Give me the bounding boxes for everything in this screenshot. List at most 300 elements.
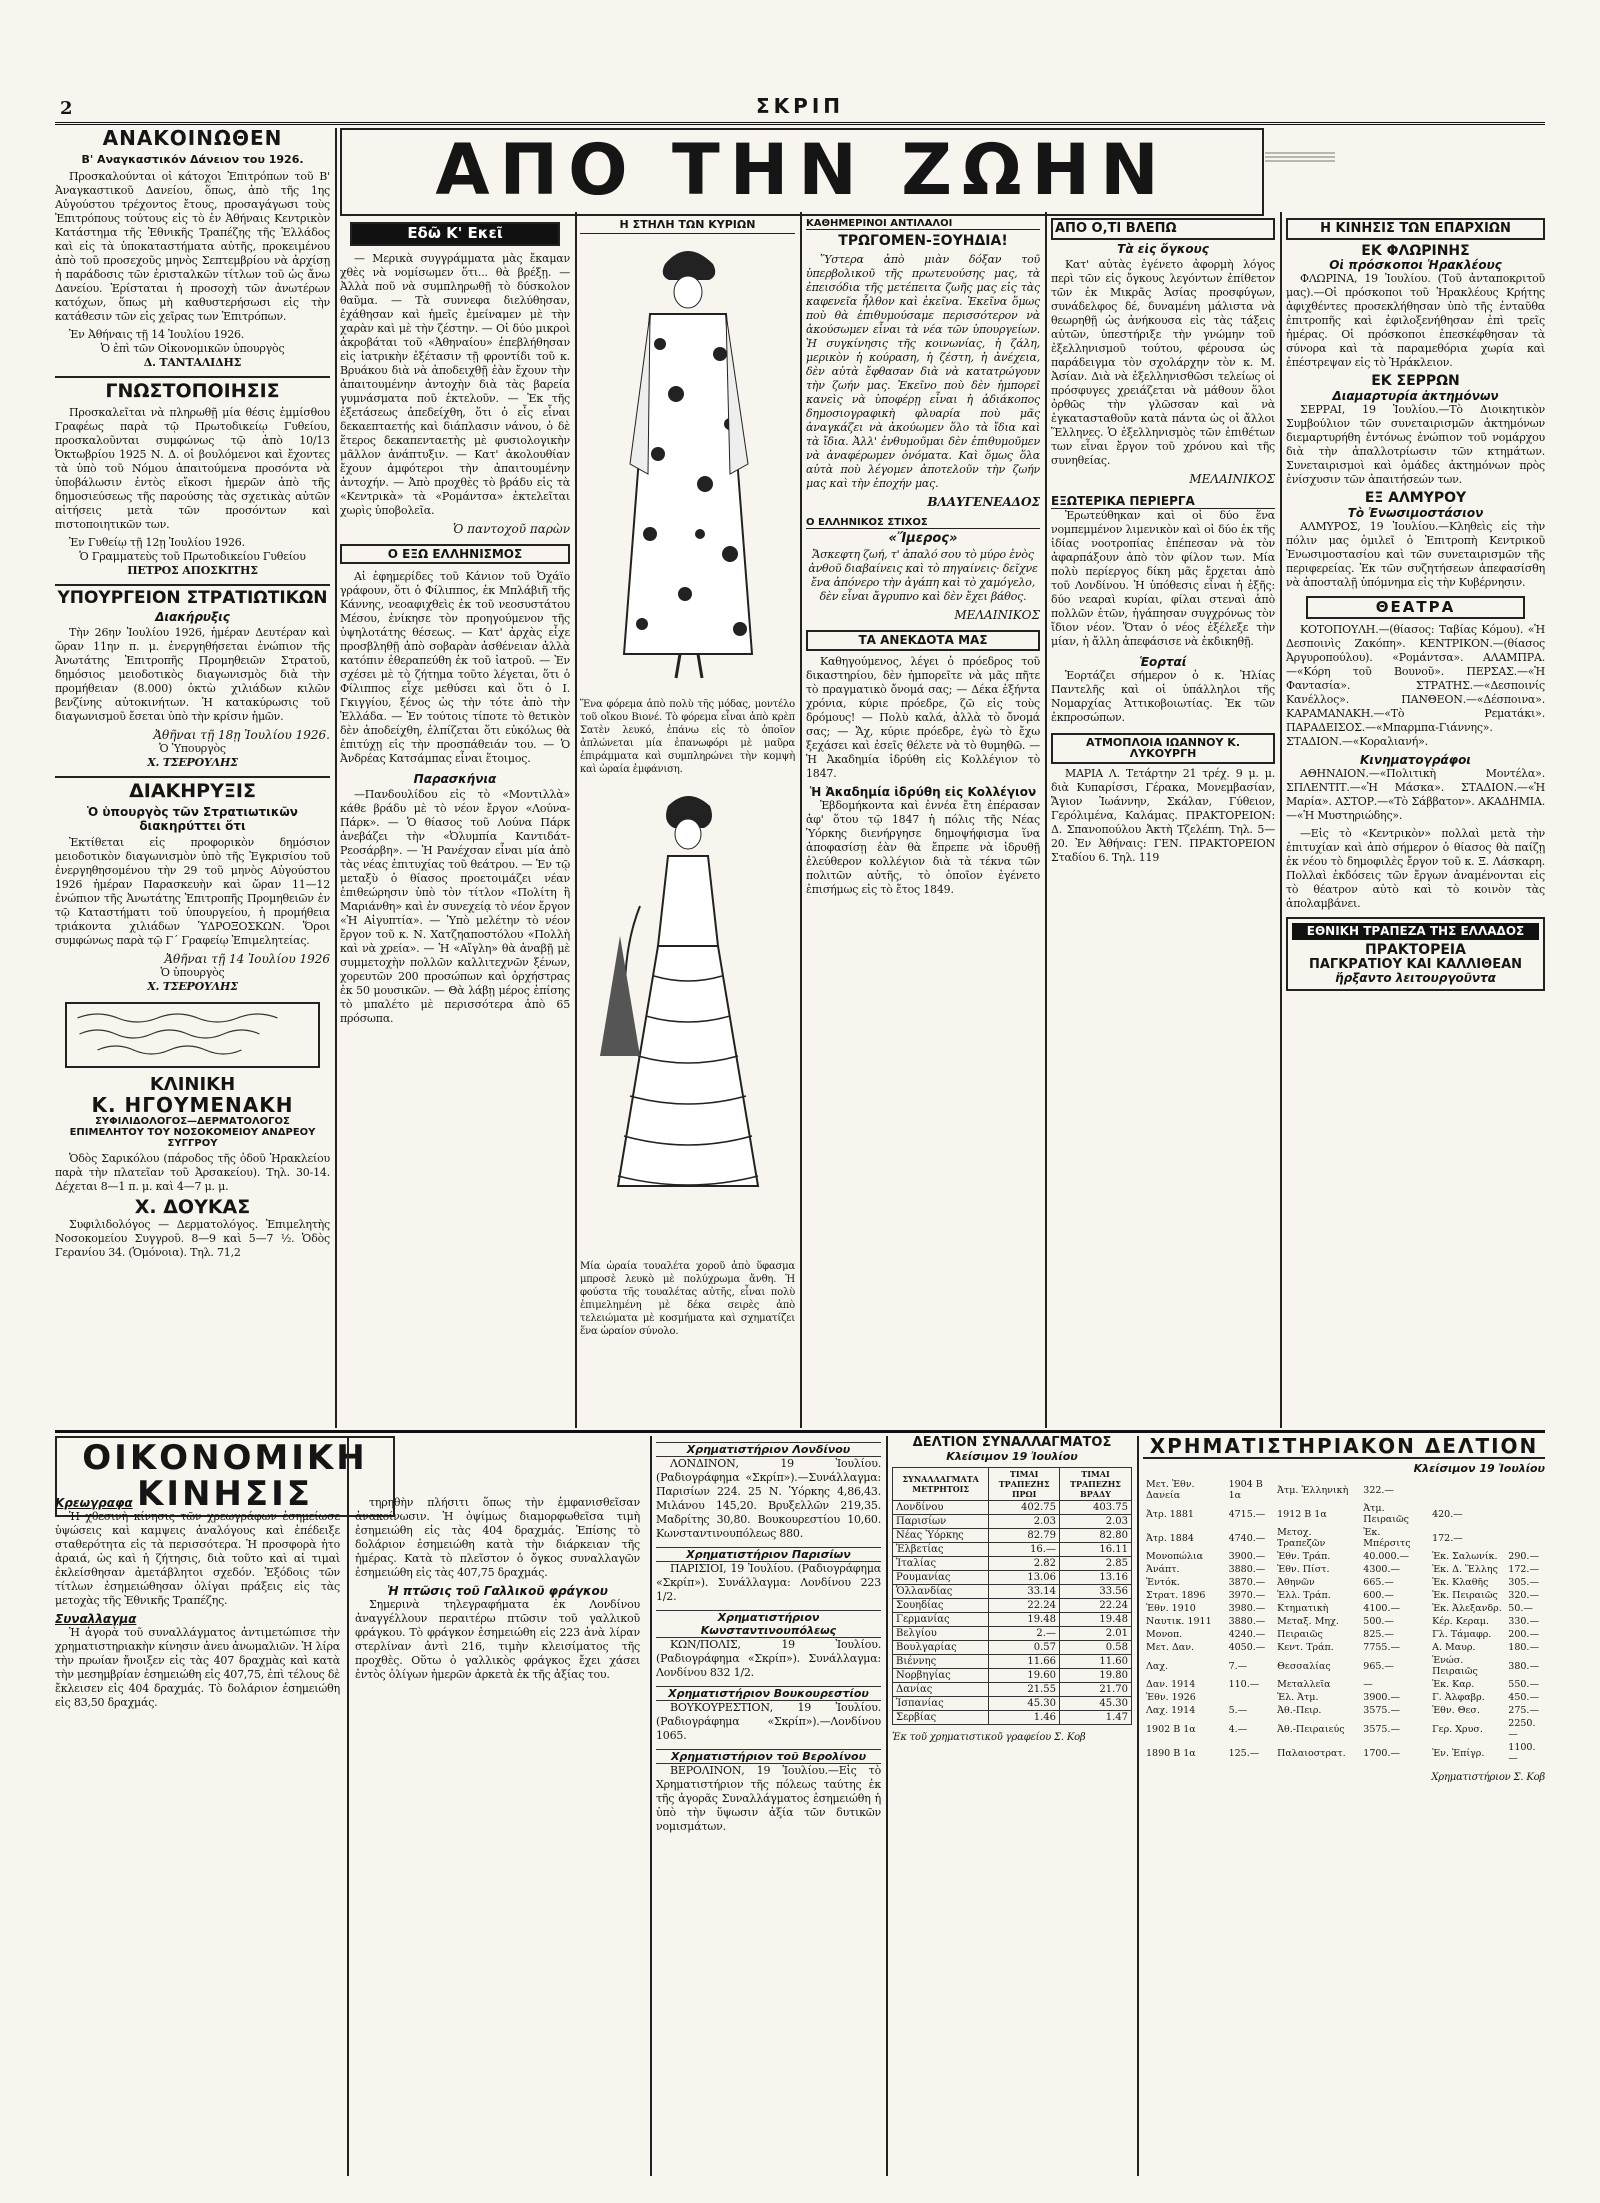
bulletin-cell: 4300.— (1363, 1564, 1400, 1575)
exchange-text: ΠΑΡΙΣΙΟΙ, 19 Ἰουλίου. (Ραδιογράφημα «Σκρίπ»). Συνάλλαγμα: Λονδίνου 223 1/2. (656, 1562, 881, 1603)
bulletin-cell: 180.— (1508, 1642, 1539, 1653)
bulletin-cell: 1700.— (1363, 1747, 1400, 1759)
bulletin-cell: Ἐντόκ. (1146, 1577, 1180, 1588)
notice-title: ΓΝΩΣΤΟΠΟΙΗΣΙΣ (105, 380, 280, 402)
ministry-sig-role: Ὁ Ὑπουργὸς (159, 741, 226, 755)
deltion-cell: 33.56 (1059, 1584, 1131, 1598)
notice-sig-name: ΠΕΤΡΟΣ ΑΠΟΣΚΙΤΗΣ (127, 563, 258, 577)
deltion-row (893, 1556, 1132, 1570)
deltion-cell: Νέας Ὑόρκης (893, 1528, 989, 1542)
deltion-col-header: ΤΙΜΑΙ ΤΡΑΠΕΖΗΣ ΠΡΩΙ (989, 1467, 1060, 1500)
bulletin-cell: 4715.— (1228, 1508, 1266, 1520)
deltion-cell: Ὁλλανδίας (893, 1584, 989, 1598)
deltion-row (893, 1626, 1132, 1640)
bulletin-row (1143, 1654, 1545, 1678)
bulletin-cell: 1890 Β 1α (1146, 1747, 1196, 1759)
vlepo-text: Κατ' αὐτὰς ἐγένετο ἀφορμὴ λόγος περὶ τῶν εἰς ὄγκους λεγόντων ἐπίθετον τῶν ἐκ Μικρᾶς Ἀσίας προσφύγων, συνάδελφος δέ, δυναμένη μάλιστα νὰ θεωρηθῇ ὡς ἀνήκουσα εἰς τὰς τάξεις αὐτῶν, ὑπεστήριξε τὴν γνώμην τοῦ ἐξελληνισμοῦ τούτου, φέρουσα ὡς παράδειγμα τὸν σχολάρχην τὸν κ. Μ. Ἀσίαν. Διὰ νὰ ἐξελληνισθῶσι τελείως οἱ πρόσφυγες χρειάζεται νὰ μάθουν ὅλοι ὀρθῶς τὴν γλῶσσαν καὶ νὰ ἐγκατασταθοῦν κατὰ πάντα ὡς οἱ ἄλλοι Ἕλληνες. Ὁ ἐξελληνισμὸς τῶν ἐπιθέτων των εἶναι ἔργον τοῦ χρόνου καὶ τῆς συνηθείας. (1051, 257, 1275, 467)
bulletin-cell: Ἑλ. Ἀτμ. (1277, 1692, 1319, 1703)
economy-section (55, 1436, 645, 2176)
deltion-row (893, 1514, 1132, 1528)
bulletin-cell (1226, 1691, 1275, 1704)
notice-text: Προσκαλεῖται νὰ πληρωθῇ μία θέσις ἐμμίσθου Γραφέως παρὰ τῷ Πρωτοδικείῳ Γυθείου, προσκαλοῦνται συμφώνως τῷ ἀπὸ 10/13 Ὀκτωβρίου 1925 Ν. Δ. οἱ βουλόμενοι καὶ ἔχοντες τὰ ὑπὸ τοῦ Νόμου ἀπαιτούμενα προσόντα νὰ ὑποβάλωσιν ἐντὸς εἴκοσι ἡμερῶν ἀπὸ τῆς δημοσιεύσεως τῆς παρούσης τὰς σχετικὰς αὐτῶν αἰτήσεις μετὰ τῶν προσόντων καὶ πιστοποιητικῶν των. (55, 405, 330, 531)
exchange-head: Χρηματιστήριον Λονδίνου (656, 1442, 881, 1457)
deltion-cell: 402.75 (989, 1500, 1060, 1514)
deltion-row (893, 1500, 1132, 1514)
bulletin-cell: 172.— (1508, 1564, 1539, 1575)
doukas-text: Συφιλιδολόγος — Δερματολόγος. Ἐπιμελητὴς Νοσοκομείου Συγγροῦ. 8—9 καὶ 5—7 ½. Ὁδὸς Γερανίου 34. (Ὁμόνοια). Τηλ. 71,2 (55, 1217, 330, 1259)
page-number: 2 (60, 98, 73, 119)
column-rule (1045, 212, 1047, 1428)
exchange-section (656, 1436, 881, 2176)
bank-ad-line2: ΠΑΓΚΡΑΤΙΟΥ ΚΑΙ ΚΑΛΛΙΘΕΑΝ (1308, 956, 1523, 972)
deltion-cell: 13.16 (1059, 1570, 1131, 1584)
ministry-title: ΥΠΟΥΡΓΕΙΟΝ ΣΤΡΑΤΙΩΤΙΚΩΝ (57, 587, 328, 608)
deltion-cell: Βιέννης (893, 1654, 989, 1668)
bulletin-cell: 50.— (1508, 1603, 1533, 1614)
bulletin-footnote: Χρηματιστήριον Σ. Κοβ (1431, 1772, 1545, 1783)
deltion-cell: 16.— (989, 1542, 1060, 1556)
notice-sig-role: Ὁ Γραμματεὺς τοῦ Πρωτοδικείου Γυθείου (79, 549, 306, 563)
bulletin-cell: Ἀτμ. Ἑλληνικὴ (1277, 1484, 1349, 1496)
deltion-cell: 22.24 (1059, 1598, 1131, 1612)
bulletin-cell: Μεταλλεῖα (1277, 1679, 1331, 1690)
bulletin-cell: Ἐθν. Θεσ. (1432, 1705, 1480, 1716)
bulletin-cell: 1904 Β 1α (1228, 1479, 1263, 1501)
eortai-text: Ἑορτάζει σήμερον ὁ κ. Ἠλίας Παντελῆς καὶ οἱ ὑπάλληλοι τῆς Νομαρχίας Ἀττικοβοιωτίας. Ἐκ τῶν ἐκπροσώπων. (1051, 668, 1275, 724)
declaration-text: Ἐκτίθεται εἰς προφορικὸν δημόσιον μειοδοτικὸν διαγωνισμὸν ὑπὸ τῆς Ἐγκρισίου τοῦ ἐνεργηθησομένου τὴν 29 τοῦ μηνὸς Αὐγούστου 1926 ἡμέραν Παρασκευὴν καὶ ὥραν 11—12 ἐνώπιον τῆς Ἀνωτάτης Ἐπιτροπῆς Προμηθειῶν ἐν τῷ Καταστήματι τοῦ ὑπουργείου, ἡ προμήθεια τριάκοντα χιλιάδων ὙΔΡΟΞΟΣΚΩΝ. Ὅροι συμφώνως παρὰ τῷ Γ΄ Γραφείῳ Ἐπιμελητείας. (55, 835, 330, 947)
bulletin-cell: 825.— (1363, 1629, 1394, 1640)
clinic-specialty: ΣΥΦΙΛΙΔΟΛΟΓΟΣ—ΔΕΡΜΑΤΟΛΟΓΟΣ (95, 1115, 290, 1127)
bulletin-cell: Θεσσαλίας (1277, 1660, 1331, 1672)
bulletin-cell: Λαχ. (1146, 1660, 1169, 1672)
perierga-text: Ἐρωτεύθηκαν καὶ οἱ δύο ἕνα νομπεμμένον λιμενικὸν καὶ οἱ δύο ἐκ τῆς ἰδίας νοοτροπίας ἐπέπεσαν νὰ τὸν ἀφαρπάξουν ἀπὸ τὸν φίλον των. Μία πολὺ περίεργος δίκη μᾶς ἔρχεται ἀπὸ τοῦ Λονδίνου. Ἡ ὑπόθεσις εἶναι ἡ ἑξῆς: δύο νεαραὶ κυρίαι, φίλαι στεναὶ ἀπὸ πολλῶν ἐτῶν, ἠγάπησαν συγχρόνως τὸν ἴδιον νέον. Ὅταν ὁ νέος ἐξέλεξε τὴν μίαν, ἡ ἄλλη ἀπεφάσισε νὰ ἐκδικηθῇ. (1051, 508, 1275, 648)
ministry-subtitle: Διακήρυξις (155, 609, 230, 624)
trogomen-title: ΤΡΩΓΟΜΕΝ-ΞΟΥΗΔΙΑ! (838, 233, 1008, 249)
bulletin-cell: 7755.— (1363, 1642, 1400, 1653)
declaration-sig-place: Ἀθῆναι τῇ 14 Ἰουλίου 1926 (164, 951, 330, 966)
bulletin-cell: Λαχ. 1914 (1146, 1705, 1196, 1716)
steamship-ad-title: ΑΤΜΟΠΛΟΙΑ ΙΩΑΝΝΟΥ Κ. ΛΥΚΟΥΡΓΗ (1051, 733, 1275, 764)
bulletin-row (1143, 1704, 1545, 1717)
deltion-cell: Σερβίας (893, 1710, 989, 1724)
bulletin-cell: Ἐνώσ. Πειραιῶς (1432, 1655, 1478, 1677)
economy-left (55, 1496, 340, 1714)
deltion-cell: 21.55 (989, 1682, 1060, 1696)
deltion-cell: 2.85 (1059, 1556, 1131, 1570)
bulletin-subtitle: Κλείσιμον 19 Ἰουλίου (1413, 1462, 1545, 1475)
announcement-text: Προσκαλούνται οἱ κάτοχοι Ἐπιτρόπων τοῦ Β' Ἀναγκαστικοῦ Δανείου, ὅπως, ἀπὸ τῆς 1ης Αὐγούστου τρέχοντος ἔτους, προσαγάγωσι τοὺς Ἐπιτρόπους τούτους εἰς τὸ ἐν Ἀθήναις Κεντρικὸν Κατάστημα τῆς Ἐθνικῆς Τραπέζης τῆς Ἑλλάδος καὶ εἰς τὰ ὑποκαταστήματα αὐτῆς, προκειμένου ἀπὸ τοῦ προσεχοῦς μηνὸς Σεπτεμβρίου νὰ ἀρχίσῃ ἡ παράδοσις τῶν ἐρισταλκῶν τίτλων τοῦ ὡς ἄνω Δανείου. Ἐρίσταται ἡ προσοχὴ τῶν ἀνωτέρων κατόχων, ὅπως μὴ καθυστερήσωσι εἰς τὴν κατάθεσιν τῶν εἰς χεῖρας των Ἐπιτρόπων. (55, 170, 330, 323)
exchange-head: Χρηματιστήριον Βουκουρεστίου (656, 1686, 881, 1701)
deltion-cell: Γερμανίας (893, 1612, 989, 1626)
deltion-cell: 2.— (989, 1626, 1060, 1640)
deltion-row (893, 1612, 1132, 1626)
anekdota-title: ΤΑ ΑΝΕΚΔΟΤΑ ΜΑΣ (806, 630, 1040, 651)
bulletin-cell: Ναυτικ. 1911 (1146, 1616, 1212, 1627)
exchange-text: ΒΟΥΚΟΥΡΕΣΤΙΟΝ, 19 Ἰουλίου. (Ραδιογράφημα «Σκρίπ»).—Λονδίνου 1065. (656, 1701, 881, 1742)
deltion-cell: 0.57 (989, 1640, 1060, 1654)
deltion-row (893, 1710, 1132, 1724)
bulletin-cell: 550.— (1508, 1679, 1539, 1690)
steamship-ad-text: ΜΑΡΙΑ Λ. Τετάρτην 21 τρέχ. 9 μ. μ. διὰ Κυπαρίσσι, Γέρακα, Μονεμβασίαν, Ἄγιον Ἰωάννην, Σκάλαν, Γύθειον, Γερόλιμένα, Καλάμας. ΠΡΑΚΤΟΡΕΙΟΝ: Δ. Σπανοπούλου Ἀκτὴ Τζελέπη. Τηλ. 5—20. Ἐν Ἀθήναις: ΓΕΝ. ΠΡΑΚΤΟΡΕΙΟΝ Σταδίου 6. Τηλ. 119 (1051, 766, 1275, 864)
bulletin-cell: 200.— (1508, 1629, 1539, 1640)
column-rule (800, 212, 802, 1428)
economy-sub3: Ἡ πτῶσις τοῦ Γαλλικοῦ φράγκου (387, 1584, 608, 1598)
eis-title: Εδῶ Κ' Εκεῖ (350, 222, 560, 246)
bulletin-row (1143, 1678, 1545, 1691)
bulletin-cell: 125.— (1228, 1747, 1260, 1759)
deltion-cell: Δανίας (893, 1682, 989, 1696)
deltion-cell: Ἰσπανίας (893, 1696, 989, 1710)
clinic-title: ΚΛΙΝΙΚΗ (149, 1073, 236, 1095)
bulletin-cell: 3900.— (1363, 1692, 1400, 1703)
main-banner-box (340, 128, 1264, 216)
exo-text: Αἱ ἐφημερίδες τοῦ Κάνιον τοῦ Ὀχάϊο γράφουν, ὅτι ὁ Φίλιππος, ἐκ Μπλάβιῆ τῆς Κάννης, νεοαφιχθεὶς ἐκ τοῦ νεοσυστάτου Μέσου, ἐνίκησε τὸν προηγούμενον τῆς ὑψηλοτάτης θέσεως. — Κατ' ἀρχὰς εἶχε προσβληθῇ ἀπὸ σοβαρὰν ἀσθένειαν ἀλλὰ κατόπιν ἐθεραπεύθη ἐκ τοῦ ἰατροῦ. — Ἐν σχέσει μὲ τὸ ζήτημα τοῦτο λέγεται, ὅτι ὁ Φίλιππος εἶχε μεθύσει καὶ ὅτι ὁ Ι. Γκιγγίου, ξένος ὡς τὴν τότε ἀπὸ τὴν Ἑλλάδα. — Ἐν τούτοις τίποτε τὸ θετικὸν δὲν ἀποδείχθη, ἐλπίζεται ὅτι εὐκόλως θὰ ἐπιτύχῃ εἰς τὴν προσπάθειάν του. — Ὁ Ἀνδρέας Κατσάμπας εἶναι ἕτοιμος. (340, 570, 570, 766)
bulletin-cell: 450.— (1508, 1692, 1539, 1703)
fashion-illustration-dress (580, 786, 795, 1246)
bulletin-cell: Ἀνάπτ. (1146, 1564, 1180, 1575)
bulletin-cell: 40.000.— (1363, 1551, 1410, 1562)
deltion-row (893, 1570, 1132, 1584)
bulletin-row (1143, 1576, 1545, 1589)
bulletin-cell: 4240.— (1228, 1629, 1266, 1640)
bulletin-cell: 320.— (1508, 1590, 1539, 1601)
deltion-footnote: Ἐκ τοῦ χρηματιστικοῦ γραφείου Σ. Κοβ (892, 1731, 1086, 1743)
exchange-head: Χρηματιστήριον Κωνσταντινουπόλεως (656, 1610, 881, 1638)
exchange-text: ΒΕΡΟΛΙΝΟΝ, 19 Ἰουλίου.—Εἰς τὸ Χρηματιστήριον τῆς πόλεως ταύτης ἐκ τῆς ἀγορᾶς Συναλλάγματος ἐσημειώθη ἡ ὑπὸ τὴν ὕψωσιν ἀξία τῶν δυτικῶν νομισμάτων. (656, 1764, 881, 1833)
deltion-cell: 2.82 (989, 1556, 1060, 1570)
exo-title: Ο ΕΞΩ ΕΛΛΗΝΙΣΜΟΣ (340, 544, 570, 565)
declaration-title: ΔΙΑΚΗΡΥΞΙΣ (129, 779, 256, 802)
deltion-cell: 403.75 (1059, 1500, 1131, 1514)
column-rule (1280, 212, 1282, 1428)
declaration-sig-name: Χ. ΤΣΕΡΟΥΛΗΣ (147, 979, 238, 993)
akademia-text: Ἐβδομήκοντα καὶ ἐννέα ἔτη ἐπέρασαν ἀφ' ὅτου τῷ 1847 ἡ πόλις τῆς Νέας Ὑόρκης διενήργησε δημοψήφισμα ἵνα ἀποφασίσῃ ἐὰν θὰ ἔπρεπε νὰ ἱδρυθῇ ἐλεύθερον κολλέγιον διὰ τὰ τέκνα τῶν πολιτῶν αὐτῆς, τὸ ὁποῖον ἐγένετο ἐπισήμως εἰς τὸ ἔτος 1849. (806, 798, 1040, 896)
bulletin-cell: Ἐκ. Μπέρσιτς (1363, 1527, 1411, 1549)
deltion-cell: 22.24 (989, 1598, 1060, 1612)
paraskinia-title: Παρασκήνια (413, 772, 497, 787)
deltion-row (893, 1528, 1132, 1542)
announcement-title: ΑΝΑΚΟΙΝΩΘΕΝ (102, 128, 283, 150)
deltion-row (893, 1598, 1132, 1612)
bulletin-cell: Ἐκ. Ἀλεξανδρ. (1432, 1603, 1502, 1614)
bulletin-cell: Πειραιῶς (1277, 1629, 1323, 1640)
economy-sub1: Κρεωγραφα (55, 1496, 133, 1510)
bulletin-cell: Ἀθ.-Πειραιεύς (1277, 1723, 1345, 1735)
bulletin-cell: 600.— (1363, 1590, 1394, 1601)
masthead-rule (55, 122, 1545, 125)
deltion-row (893, 1542, 1132, 1556)
masthead-title: ΣΚΡΙΠ (756, 94, 844, 118)
bulletin-cell: 2250.— (1508, 1718, 1536, 1740)
bulletin-row (1143, 1550, 1545, 1563)
deltion-cell: 45.30 (1059, 1696, 1131, 1710)
bulletin-cell: 380.— (1508, 1660, 1539, 1672)
clinic-hospital: ΕΠΙΜΕΛΗΤΟΥ ΤΟΥ ΝΟΣΟΚΟΜΕΙΟΥ ΑΝΔΡΕΟΥ ΣΥΓΓΡΟΥ (69, 1126, 316, 1149)
bulletin-cell: Ἐκ. Δ. Ἕλλης (1432, 1564, 1498, 1575)
perierga-title: ΕΞΩΤΕΡΙΚΑ ΠΕΡΙΕΡΓΑ (1051, 494, 1275, 509)
deltion-row (893, 1654, 1132, 1668)
deltion-col-header: ΤΙΜΑΙ ΤΡΑΠΕΖΗΣ ΒΡΑΔΥ (1059, 1467, 1131, 1500)
deltion-cell: 2.03 (989, 1514, 1060, 1528)
deltion-cell: 82.80 (1059, 1528, 1131, 1542)
deltion-cell: 2.01 (1059, 1626, 1131, 1640)
bulletin-cell: 330.— (1508, 1616, 1539, 1627)
column-vlepo (1051, 218, 1275, 1428)
bulletin-cell: 110.— (1228, 1679, 1260, 1690)
column-rule (335, 128, 337, 1428)
bulletin-section (1143, 1436, 1545, 2176)
anekdota-text: Καθηγούμενος, λέγει ὁ πρόεδρος τοῦ δικαστηρίου, δὲν ἠμπορεῖτε νὰ μᾶς πῆτε τὸ πραγματικὸ ὄνομά σας; — Δέκα ἑξήντα χρόνια, κύριε πρόεδρε, ζῶ εἰς τοὺς δρόμους! — Πολὺ καλά, ἀλλὰ τὸ ὄνομά σας; — Ἄχ, κύριε πρόεδρε, ἐγὼ τὸ ἔχω ξεχάσει καὶ ἐσεῖς θέλετε νὰ τὸ θυμηθῶ. — Ἡ Ἀκαδημία ἱδρύθη εἰς Κολλέγιον τὸ 1847. (806, 654, 1040, 780)
deltion-cell: 1.47 (1059, 1710, 1131, 1724)
deltion-cell: Ἰταλίας (893, 1556, 989, 1570)
bulletin-cell: 420.— (1432, 1508, 1463, 1520)
announcement-sig-place: Ἐν Ἀθήναις τῇ 14 Ἰουλίου 1926. (69, 328, 245, 341)
almyros-head: Τὸ Ἐνωσιμοστάσιον (1347, 505, 1484, 520)
deltion-cell: Βουλγαρίας (893, 1640, 989, 1654)
bulletin-row (1143, 1717, 1545, 1741)
section-rule (55, 1430, 1545, 1433)
deltion-cell: Λονδίνου (893, 1500, 989, 1514)
bulletin-cell: Γλ. Τάμαφρ. (1432, 1629, 1492, 1640)
theatre-note: —Εἰς τὸ «Κεντρικὸν» πολλαὶ μετὰ τὴν ἐπιτυχίαν καὶ ἀπὸ σήμερον ὁ θίασος θὰ παίζῃ ἐκ νέου τὸ δημοφιλὲς ἔργον τοῦ κ. Ξ. Λάσκαρη. Πολλαὶ ἐκδόσεις τῶν ἔργων ἀναμένονται εἰς τὸ θέατρον αὐτὸ καὶ τὸ κοινὸν τὰς ἀπολαμβάνει. (1286, 827, 1545, 911)
bulletin-cell: 3880.— (1228, 1564, 1266, 1575)
bulletin-cell: Ἀθ.-Πειρ. (1277, 1705, 1322, 1716)
bulletin-row (1143, 1502, 1545, 1526)
clinic-address: Ὁδὸς Σαρικόλου (πάροδος τῆς ὁδοῦ Ἡρακλείου παρὰ τὴν πλατεῖαν τοῦ Ἀρσακείου). Τηλ. 30-14. Δέχεται 8—1 π. μ. καὶ 4—7 μ. μ. (55, 1151, 330, 1193)
bulletin-cell: Ἐκ. Πειραιῶς (1432, 1590, 1498, 1601)
deltion-cell: 16.11 (1059, 1542, 1131, 1556)
economy-title: ΟΙΚΟΝΟΜΙΚΗ ΚΙΝΗΣΙΣ (55, 1436, 395, 1517)
bulletin-cell: Ἐν. Ἐπίγρ. (1432, 1747, 1485, 1759)
clinic-name: Κ. ΗΓΟΥΜΕΝΑΚΗ (91, 1092, 294, 1117)
column-fashion (580, 218, 795, 1428)
deltion-cell: 2.03 (1059, 1514, 1131, 1528)
bulletin-row (1143, 1641, 1545, 1654)
bulletin-cell: Ἑλλ. Τράπ. (1277, 1590, 1331, 1601)
economy-right (355, 1496, 640, 1686)
announcement-subtitle: Β' Αναγκαστικόν Δάνειον του 1926. (81, 153, 304, 166)
bulletin-cell: Στρατ. 1896 (1146, 1590, 1206, 1601)
bulletin-row (1143, 1628, 1545, 1641)
bulletin-cell: Ἀτμ. Πειραιῶς (1363, 1503, 1410, 1525)
deltion-table (892, 1467, 1132, 1725)
bulletin-cell: Μετ. Δαν. (1146, 1642, 1195, 1653)
economy-text2: Ἡ ἀγορὰ τοῦ συναλλάγματος ἀντιμετώπισε τὴν χρηματιστηριακὴν κίνησιν ἀνευ ἀνωμαλιῶν. Ἡ λίρα τὴν πρωίαν ἤνοιξεν εἰς τὰς 407 δραχμὰς καὶ κατὰ τὴν μεσημβρίαν ἐσημειώθη εἰς 407,75, ἐπὶ τέλους δὲ ἔκλεισεν εἰς 404 δραχμάς. Τὸ δολάριον ἐσημειώθη εἰς 83,50 δραχμάς. (55, 1626, 340, 1709)
bulletin-cell: Α. Μαυρ. (1432, 1642, 1476, 1653)
economy-sub2: Συναλλαγμα (55, 1612, 137, 1626)
eis-text: — Μερικὰ συγγράμματα μὰς ἔκαμαν χθὲς νὰ νομίσωμεν ὅτι... θὰ βρέξῃ. — Ἀλλὰ ποῦ νὰ συμπληρωθῇ τὸ δύσκολον θαῦμα. — Τὰ συννεφα διελύθησαν, ἐχάθησαν καὶ ἡμεῖς ἐμείναμεν μὲ τὴν χαρὰν καὶ μὲ τὴν ζέστην. — Οἱ δύο μικροὶ ἀκροβάται τοῦ «Ἀθηναίου» ἐπεβλήθησαν εἰς ἰατρικὴν ἐξέτασιν τῇ φροντίδι τοῦ κ. Βρυάκου διὰ νὰ ἀποδειχθῇ ἐὰν ἔχουν τὴν ἀπαιτουμένην ἀντοχὴν διὰ τὰς βαρεία γυμνάσματα ποῦ ἐκτελοῦν. — Ἐκ τῆς ἐξετάσεως ἀπεδείχθη, ὅτι ὁ εἷς εἶναι δεκαεπταετής καὶ διάπλασιν νάνου, ὁ δὲ ἕτερος δεκαπενταετὴς μὲ φυσιολογικὴν μᾶλλον ἀνάπτυξιν. — Κατ' ἀκολουθίαν ἔχουν ἀμφότεροι τὴν ἀπαιτουμένην ἀντοχήν. — Ἀπὸ προχθὲς τὸ βράδυ εἰς τὰ «Κεντρικὰ» τὰ «Ρομάντσα» ἐκτελεῖται χωρὶς ὑποβολεῖα. (340, 251, 570, 517)
bulletin-cell: 290.— (1508, 1551, 1539, 1562)
deltion-row (893, 1584, 1132, 1598)
poem-title: «Ἴμερος» (888, 530, 958, 546)
bulletin-row (1143, 1691, 1545, 1704)
bulletin-cell: 1100.— (1508, 1742, 1536, 1764)
bulletin-row (1143, 1563, 1545, 1576)
declaration-lead: Ὁ ὑπουργὸς τῶν Στρατιωτικῶν διακηρύττει ὅτι (87, 804, 298, 833)
bulletin-row (1143, 1478, 1545, 1502)
akademia-title: Ἡ Ἀκαδημία ἱδρύθη εἰς Κολλέγιον (809, 784, 1037, 799)
column-eis-kekei (340, 218, 570, 1428)
banner-ornament (1265, 150, 1335, 162)
bulletin-cell: Ἐθν. Πίστ. (1277, 1564, 1330, 1575)
bulletin-cell: Μονοπ. (1146, 1629, 1183, 1640)
deltion-cell: Νορβηγίας (893, 1668, 989, 1682)
deltion-cell: Ἑλβετίας (893, 1542, 989, 1556)
bulletin-row (1143, 1589, 1545, 1602)
ministry-text: Τὴν 26ην Ἰουλίου 1926, ἡμέραν Δευτέραν καὶ ὥραν 11ην π. μ. ἐνεργηθήσεται ἐνώπιον τῆς Ἀνωτάτης Ἐπιτροπῆς Προμηθειῶν Στρατοῦ, δημόσιος μειοδοτικὸς διαγωνισμὸς διὰ τὴν προμήθειαν (8.000) ὀκτὼ χιλιάδων κιλῶν βενζίνης αὐτοκινήτων. Ἡ κατακύρωσις τοῦ διαγωνισμοῦ ἔσεται ὑπὸ τὴν κρίσιν ἡμῶν. (55, 625, 330, 723)
eortai-title: Ἑορταί (1139, 654, 1187, 669)
bulletin-row (1143, 1526, 1545, 1550)
deltion-section (892, 1436, 1132, 2176)
deltion-cell: 11.66 (989, 1654, 1060, 1668)
bank-ad-line1: ΠΡΑΚΤΟΡΕΙΑ (1365, 942, 1466, 959)
exchange-text: ΛΟΝΔΙΝΟΝ, 19 Ἰουλίου. (Ραδιογράφημα «Σκρίπ»).—Συνάλλαγμα: Παρισίων 224. 25 Ν. Ὑόρκης 4,86,43. Μιλάνου 145,20. Βρυξελλῶν 219,35. Μαδρίτης 30,80. Βουκουρεστίου 10,60. Κωνσταντινουπόλεως 880. (656, 1457, 881, 1540)
deltion-subtitle: Κλείσιμον 19 Ἰουλίου (946, 1449, 1078, 1463)
deltion-row (893, 1682, 1132, 1696)
bulletin-cell: 4.— (1228, 1723, 1248, 1735)
bulletin-cell: Ἀτρ. 1884 (1146, 1532, 1194, 1544)
economy-text3: τηρηθὴν πλήσιτι ὅπως τὴν ἐμφανισθεῖσαν ἀνακοίνωσιν. Ἡ ὀψίμως διαμορφωθεῖσα τιμὴ ἐσημειώθη εἰς τὰς 404 δραχμάς. Ἐπίσης τὸ δολάριον ἐσημειώθη κατὰ τὴν διάρκειαν τῆς ἡμέρας. Κατὰ τὸ πλεῖστον ὁ ὄγκος συναλλαγῶν ἐσημειώθη εἰς τὰς 407,75 δραχμάς. (355, 1496, 640, 1579)
announcement-sig-name: Δ. ΤΑΝΤΑΛΙΔΗΣ (143, 356, 242, 369)
bulletin-cell: 275.— (1508, 1705, 1539, 1716)
bank-ad (1286, 917, 1545, 991)
bulletin-cell: Ἐκ. Καρ. (1432, 1679, 1475, 1690)
bulletin-cell: 7.— (1228, 1660, 1248, 1672)
bulletin-cell: 965.— (1363, 1660, 1394, 1672)
caption-dress: Μία ὡραία τουαλέτα χοροῦ ἀπὸ ὕφασμα μπροσὲ λευκὸ μὲ πολύχρωμα ἄνθη. Ἡ φούστα τῆς τουαλέτας αὐτῆς, εἶναι πολὺ ἐπιμελημένη μὲ δέκα σειρὲς ἀπὸ τελειώματα μὲ κοσμήματα καὶ σχηματίζει ἕνα ὡραίον σύνολο. (580, 1261, 795, 1337)
bulletin-cell: Παλαιοστρατ. (1277, 1747, 1346, 1759)
bulletin-cell: 665.— (1363, 1577, 1394, 1588)
deltion-cell: 0.58 (1059, 1640, 1131, 1654)
deltion-col-header: ΣΥΝΑΛΛΑΓΜΑΤΑ ΜΕΤΡΗΤΟΙΣ (893, 1467, 989, 1500)
stichos-title: Ο ΕΛΛΗΝΙΚΟΣ ΣΤΙΧΟΣ (806, 517, 1040, 529)
bank-ad-title: ΕΘΝΙΚΗ ΤΡΑΠΕΖΑ ΤΗΣ ΕΛΛΑΔΟΣ (1292, 923, 1539, 940)
bulletin-row (1143, 1602, 1545, 1615)
bulletin-cell: — (1363, 1679, 1373, 1690)
stili-title: Η ΣΤΗΛΗ ΤΩΝ ΚΥΡΙΩΝ (580, 218, 795, 234)
notice-sig-place: Ἐν Γυθείῳ τῇ 12ῃ Ἰουλίου 1926. (69, 535, 245, 549)
almyros-title: ΕΞ ΑΛΜΥΡΟΥ (1364, 490, 1467, 507)
bulletin-cell: 305.— (1508, 1577, 1539, 1588)
bulletin-cell: Ἐθν. 1926 (1146, 1692, 1196, 1703)
kinimato-text: ΑΘΗΝΑΙΟΝ.—«Πολιτικὴ Μοντέλα». ΣΠΛΕΝΤΙΤ.—«Ἡ Μάσκα». ΣΤΑΔΙΟΝ.—«Ἡ Μαρία». ΑΣΤΟΡ.—«Τὸ Σάββατον». ΑΚΑΔΗΜΙΑ.—«Ἡ Μυστηριώδης». (1286, 767, 1545, 823)
bulletin-row (1143, 1615, 1545, 1628)
deltion-row (893, 1696, 1132, 1710)
fashion-illustration-coat (580, 234, 795, 684)
bulletin-cell: 4740.— (1228, 1532, 1266, 1544)
deltion-title: ΔΕΛΤΙΟΝ ΣΥΝΑΛΛΑΓΜΑΤΟΣ (912, 1436, 1112, 1450)
left-column (55, 128, 330, 1428)
bulletin-cell: 3575.— (1363, 1723, 1400, 1735)
ministry-sig-place: Ἀθῆναι τῇ 18ῃ Ἰουλίου 1926. (153, 727, 330, 742)
handwritten-note (65, 1002, 320, 1068)
ministry-sig-name: Χ. ΤΣΕΡΟΥΛΗΣ (147, 755, 238, 769)
bulletin-cell: Ἐθν. 1910 (1146, 1603, 1196, 1614)
deltion-row (893, 1640, 1132, 1654)
florina-head: Οἱ πρόσκοποι Ἡρακλέους (1329, 258, 1502, 273)
bulletin-cell: 3980.— (1228, 1603, 1266, 1614)
trogomen-signature: ΒΛΑΥΓΕΝΕΑΔΟΣ (927, 494, 1040, 509)
bulletin-cell: 3900.— (1228, 1551, 1266, 1562)
exchange-text: ΚΩΝ/ΠΟΛΙΣ, 19 Ἰουλίου. (Ραδιογράφημα «Σκρίπ»). Συνάλλαγμα: Λονδίνου 832 1/2. (656, 1638, 881, 1679)
main-banner: ΑΠΟ ΤΗΝ ΖΩΗΝ (435, 129, 1169, 211)
bulletin-cell: 500.— (1363, 1616, 1394, 1627)
vlepo-title: ΑΠΟ Ο,ΤΙ ΒΛΕΠΩ (1051, 218, 1275, 240)
column-provinces (1286, 218, 1545, 1428)
bulletin-cell: 1912 Β 1α (1277, 1508, 1327, 1520)
bulletin-cell: Ἀτρ. 1881 (1146, 1508, 1194, 1520)
deltion-cell: 33.14 (989, 1584, 1060, 1598)
kinimato-title: Κινηματογράφοι (1360, 753, 1471, 768)
serres-head: Διαμαρτυρία ἀκτημόνων (1332, 389, 1499, 404)
bulletin-cell: Γερ. Χρυσ. (1432, 1723, 1483, 1735)
bulletin-cell: Κτηματικὴ (1277, 1603, 1329, 1614)
deltion-cell: 19.60 (989, 1668, 1060, 1682)
caption-coat: Ἕνα φόρεμα ἀπὸ πολὺ τῆς μόδας, μοντέλο τοῦ οἴκου Βιονέ. Τὸ φόρεμα εἶναι ἀπὸ κρὲπ Σατὲν λευκό, ἐπάνω εἰς τὸ ὁποῖον ἀπλώνεται μία ἐπανωφόρι μὲ μαῦρα ἐπιράμματα καὶ συμπληρώνει τὴν κομψὴ καὶ ὡραία ἐμφάνιση. (580, 699, 795, 775)
deltion-cell: 11.60 (1059, 1654, 1131, 1668)
exchange-head: Χρηματιστήριον τοῦ Βερολίνου (656, 1749, 881, 1764)
bulletin-cell: Ἐκ. Κλαθῆς (1432, 1577, 1489, 1588)
deltion-row (893, 1668, 1132, 1682)
almyros-text: ΑΛΜΥΡΟΣ, 19 Ἰουλίου.—Κληθεὶς εἰς τὴν πόλιν μας ὁμιλεῖ ὁ Ἐπιτροπὴ Κεντρικοῦ Ἐνωσιμοστασίου καὶ τῶν συνεταιρισμῶν τῆς περιφερείας. Ἐκ τῶν συζητήσεων ἀπεφασίσθη νὰ ἀποσταλῇ ὑπόμνημα εἰς τὴν Κυβέρνησιν. (1286, 519, 1545, 589)
deltion-cell: 82.79 (989, 1528, 1060, 1542)
bulletin-cell: 3880.— (1228, 1616, 1266, 1627)
bulletin-table (1143, 1478, 1545, 1765)
florina-title: ΕΚ ΦΛΩΡΙΝΗΣ (1361, 242, 1470, 259)
handwriting-scribble (67, 1004, 318, 1066)
deltion-cell: 19.80 (1059, 1668, 1131, 1682)
bulletin-cell: 322.— (1363, 1484, 1394, 1496)
florina-text: ΦΛΩΡΙΝΑ, 19 Ἰουλίου. (Τοῦ ἀνταποκριτοῦ μας).—Οἱ πρόσκοποι τοῦ Ἡρακλέους Κρήτης ἀφιχθέντες προσεκλήθησαν ὑπὸ τῆς ἐνταῦθα ἐπιτροπῆς καὶ ἐφιλοξενήθησαν ἐπὶ τρεῖς ἡμέρας. Οἱ πρόσκοποι ἐπεσκέφθησαν τὰ σύνορα καὶ τὰ παραμεθόρια χωρία καὶ ἐπέστρεψαν εἰς τὸ Ἡράκλειον. (1286, 272, 1545, 370)
bulletin-cell: Κεντ. Τράπ. (1277, 1642, 1334, 1653)
bulletin-cell: 4100.— (1363, 1603, 1400, 1614)
serres-title: ΕΚ ΣΕΡΡΩΝ (1371, 373, 1460, 390)
announcement-sig-role: Ὁ ἐπὶ τῶν Οἰκονομικῶν ὑπουργὸς (100, 342, 285, 355)
deltion-cell: 19.48 (1059, 1612, 1131, 1626)
bank-ad-line3: ἤρξαντο λειτουργοῦντα (1335, 971, 1496, 986)
bulletin-cell: 3870.— (1228, 1577, 1266, 1588)
bulletin-cell: Κέρ. Κεραμ. (1432, 1616, 1489, 1627)
poem-text: Ἄσκεφτη ζωή, τ' ἀπαλό σου τὸ μύρο ἐνὸς ἀνθοῦ διαβαίνεις καὶ τὸ πηγαίνεις· δεῖχνε ἔνα ἀπόνερο τὴν ἀγάπη καὶ τὸ χαμόγελο, δὲν εἶναι ἄγρυπνο καὶ δὲν ἔχει βάθος. (808, 548, 1038, 604)
bulletin-cell: Μετοχ. Τραπεζῶν (1277, 1527, 1326, 1549)
deltion-cell: Σουηδίας (893, 1598, 989, 1612)
poem-signature: ΜΕΛΑΙΝΙΚΟΣ (954, 608, 1040, 623)
bulletin-cell: Μεταξ. Μηχ. (1277, 1616, 1339, 1627)
declaration-sig-role: Ὁ ὑπουργὸς (160, 965, 225, 979)
paraskinia-text: —Πανδουλίδου εἰς τὸ «Μοντιλλὰ» κάθε βράδυ μὲ τὸ νέον ἔργον «Λούνα-Πάρκ». — Ὁ θίασος τοῦ Λούνα Πάρκ ἀνεβάζει τὴν «Ὀλυμπία Καντιδάτ-Ρεοσάρβη». — Ἡ Ρανέχσαν εἶναι μία ἀπὸ τὰς νέας ἐπιτυχίας τοῦ θεάτρου. — Ἐν τῷ μεταξὺ ὁ θίασος προετοιμάζει νέαν ἐπιθεώρησιν ὑπὸ τὸν τίτλον «Πολίτη ἢ Μαριάνθη» καὶ ἐν συνεχείᾳ τὸ νέον ἔργον «Ἡ Αἰγυπτία». — Ὑπὸ μελέτην τὸ νέον ἔργον τοῦ κ. Ν. Χατζηαποστόλου «Πολλὴ καὶ νὰ χρεία». — Ἡ «Αἴγλη» θὰ ἀναβῇ μὲ συμμετοχὴν πολλῶν καλλιτεχνῶν ξένων, χορευτῶν 200 προσώπων καὶ ὀρχήστρας ἐκ 50 μουσικῶν. — Θὰ λάβῃ μέρος ἐπίσης τὸ μπαλέτο μὲ περισσότερα ἀπὸ 65 πρόσωπα. (340, 788, 570, 1026)
bulletin-row (1143, 1741, 1545, 1765)
doukas-title: Χ. ΔΟΥΚΑΣ (134, 1195, 251, 1218)
bulletin-cell: Γ. Ἀλφαβρ. (1432, 1692, 1485, 1703)
deltion-cell: Βελγίου (893, 1626, 989, 1640)
bulletin-cell: 1902 Β 1α (1146, 1723, 1196, 1735)
deltion-cell: 21.70 (1059, 1682, 1131, 1696)
eis-signature: Ὁ παντοχοῦ παρὼν (452, 521, 570, 536)
deltion-cell: 45.30 (989, 1696, 1060, 1710)
column-antilaloi (806, 218, 1040, 1428)
economy-text4: Σημερινὰ τηλεγραφήματα ἐκ Λονδίνου ἀναγγέλλουν περαιτέρω πτῶσιν τοῦ γαλλικοῦ φράγκου. Τὸ φράγκον ἐσημειώθη εἰς 223 ἀνὰ λίραν στερλίναν ἀντὶ 216, τιμὴν κλεισίματος τῆς προχθὲς. Οὕτω ὁ γαλλικὸς φράγκος ἔχει χάσει ἐντὸς ὀλίγων ἡμερῶν ἀρκετὰ ἐκ τῆς ἀξίας του. (355, 1598, 640, 1681)
deltion-cell: Παρισίων (893, 1514, 989, 1528)
deltion-cell: Ρουμανίας (893, 1570, 989, 1584)
vlepo-subtitle: Τὰ εἰς ὄγκους (1117, 241, 1209, 256)
bulletin-cell: Ἐκ. Σαλωνίκ. (1432, 1551, 1498, 1562)
exchange-head: Χρηματιστήριον Παρισίων (656, 1547, 881, 1562)
serres-text: ΣΕΡΡΑΙ, 19 Ἰουλίου.—Τὸ Διοικητικὸν Συμβούλιον τῶν συνεταιρισμῶν ἀκτημόνων διεμαρτυρήθη ἐντόνως ἐνώπιον τοῦ νομάρχου διὰ τὴν ἀπαλλοτρίωσιν τῶν κτημάτων. Συνεταιρισμοὶ καὶ ὁμάδες ἀκτημόνων πρὸς ἐνίσχυσιν τῶν ἀπαιτήσεών των. (1286, 403, 1545, 487)
bulletin-cell: Ἀθηνῶν (1277, 1577, 1315, 1588)
trogomen-text: Ὕστερα ἀπὸ μιὰν δόξαν τοῦ ὑπερβολικοῦ τῆς πρωτευούσης μας, τὰ ἐπεισόδια τῆς μετέπειτα ζωῆς μας εἰς τὰς καφενεῖα ἦλθον καὶ ἐκεῖνα. Ἐκεῖνα ὅμως ποὺ θὰ ἐπιθυμούσαμε περισσότερον νὰ ἀκούσωμεν εἶναι τὰ νέα τῶν ὑπουργείων. Ἡ συγκίνησις τῆς κοινωνίας, ἡ ζάλη, μερικὸν ἡ κούραση, ἡ ζέστη, ἡ ἀνέχεια, δὲν αὐτὰ ἔφθασαν διὰ νὰ κατατρώγουν τὴν ζωήν μας. Ἐκεῖνο ποὺ δὲν ἠμπορεῖ κανεὶς νὰ ὑποφέρῃ εἶναι ἡ ἀδιάκοπος δημοσιογραφικὴ φλυαρία ποὺ μᾶς ἀναγκάζει νὰ ἀκούωμεν ὅλο τὰ ἴδια καὶ τὰ ἴδια. Ἀλλ' ἐνθυμοῦμαι δὲν ἐπιθυμοῦμεν νὰ ἀναφέρωμεν ὀνόματα. Καὶ ὅμως ὅλα αὐτὰ ποὺ λέγομεν ἀποτελοῦν τὴν ζωήν μας καὶ τὴν ἐποχήν μας. (806, 252, 1040, 490)
bulletin-cell: Ἐθν. Τράπ. (1277, 1551, 1331, 1562)
theatra-text: ΚΟΤΟΠΟΥΛΗ.—(θίασος: Ταβίας Κόμου). «Ἡ Δεσποινὶς Ζακόπη». ΚΕΝΤΡΙΚΟΝ.—(θίασος Ἀργυροπούλου). «Ρομάντσα». ΑΛΑΜΠΡΑ.—«Κόρη τοῦ Βουνοῦ». ΠΕΡΣΑΣ.—«Ἡ Φαντασία». ΣΤΡΑΤΗΣ.—«Δεσποινίς Κανέλλος». ΠΑΝΘΕΟΝ.—«Δέσποινα». ΚΑΡΑΜΑΝΑΚΗ.—«Τὸ Ρεματάκι». ΠΑΡΑΔΕΙΣΟΣ.—«Μπαρμπα-Γιάννης». ΣΤΑΔΙΟΝ.—«Κοραλιανή». (1286, 623, 1545, 749)
